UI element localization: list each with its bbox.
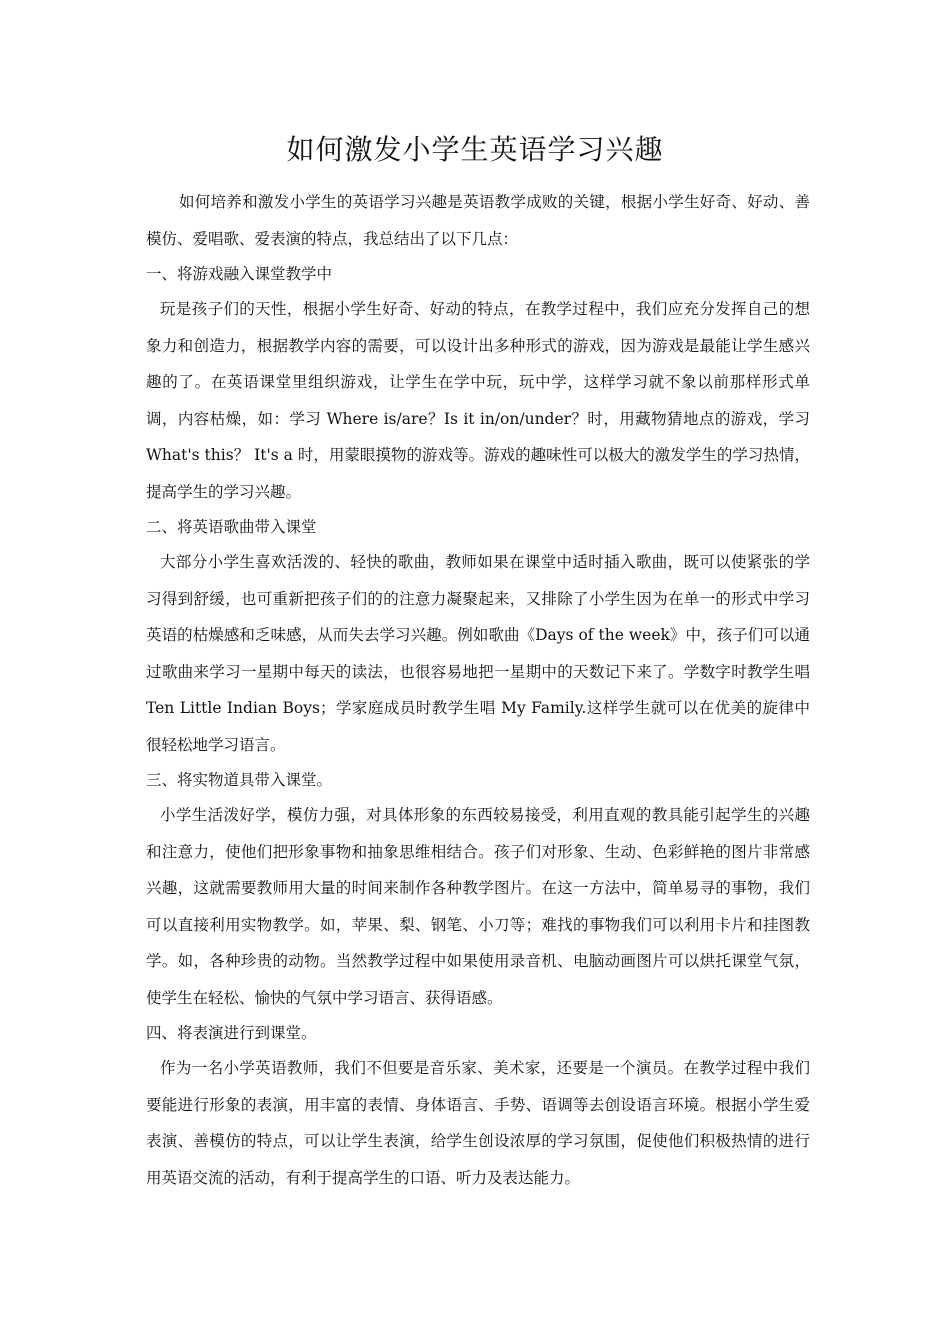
document-body [146,184,810,1196]
section-heading-4: 四、将表演进行到课堂。 [146,1024,317,1042]
document-title: 如何激发小学生英语学习兴趣 [286,133,664,166]
section-heading-2: 二、将英语歌曲带入课堂 [146,518,317,536]
section-heading-1: 一、将游戏融入课堂教学中 [146,265,333,283]
section-paragraph-4: 作为一名小学英语教师，我们不但要是音乐家、美术家，还要是一个演员。在教学过程中我们要能进行形象的表演，用丰富的表情、身体语言、手势、语调等去创设语言环境。根据小学生爱表演、善模仿的特点，可以让学生表演，给学生创设浓厚的学习氛围，促使他们积极热情的进行用英语交流的活动，有利于提高学生的口语、听力及表达能力。 [146,1059,810,1187]
section-paragraph-2: 大部分小学生喜欢活泼的、轻快的歌曲，教师如果在课堂中适时插入歌曲，既可以使紧张的学习得到舒缓，也可重新把孩子们的的注意力凝聚起来，又排除了小学生因为在单一的形式中学习英语的枯燥感和乏味感，从而失去学习兴趣。例如歌曲《Days of the week》中，孩子们可以通过歌曲来学习一星期中每天的读法，也很容易地把一星期中的天数记下来了。学数字时教学生唱 Ten Little Indian Boys；学家庭成员时教学生唱 My Family.这样学生就可以在优美的旋律中很轻松地学习语言。 [146,553,810,754]
section-paragraph-1: 玩是孩子们的天性，根据小学生好奇、好动的特点，在教学过程中，我们应充分发挥自己的想象力和创造力，根据教学内容的需要，可以设计出多种形式的游戏，因为游戏是最能让学生感兴趣的了。在英语课堂里组织游戏，让学生在学中玩，玩中学，这样学习就不象以前那样形式单调，内容枯燥，如：学习 Where is/are？Is it in/on/under？时，用藏物猜地点的游戏，学习 What's this？ It's a 时，用蒙眼摸物的游戏等。游戏的趣味性可以极大的激发学生的学习热情，提高学生的学习兴趣。 [146,300,810,501]
section-paragraph-3: 小学生活泼好学，模仿力强，对具体形象的东西较易接受，利用直观的教具能引起学生的兴趣和注意力，使他们把形象事物和抽象思维相结合。孩子们对形象、生动、色彩鲜艳的图片非常感兴趣，这就需要教师用大量的时间来制作各种教学图片。在这一方法中，简单易寻的事物，我们可以直接利用实物教学。如，苹果、梨、钢笔、小刀等；难找的事物我们可以利用卡片和挂图教学。如，各种珍贵的动物。当然教学过程中如果使用录音机、电脑动画图片可以烘托课堂气氛，使学生在轻松、愉快的气氛中学习语言、获得语感。 [146,806,810,1007]
section-heading-3: 三、将实物道具带入课堂。 [146,771,333,789]
intro-paragraph: 如何培养和激发小学生的英语学习兴趣是英语教学成败的关键，根据小学生好奇、好动、善模仿、爱唱歌、爱表演的特点，我总结出了以下几点： [146,193,810,248]
